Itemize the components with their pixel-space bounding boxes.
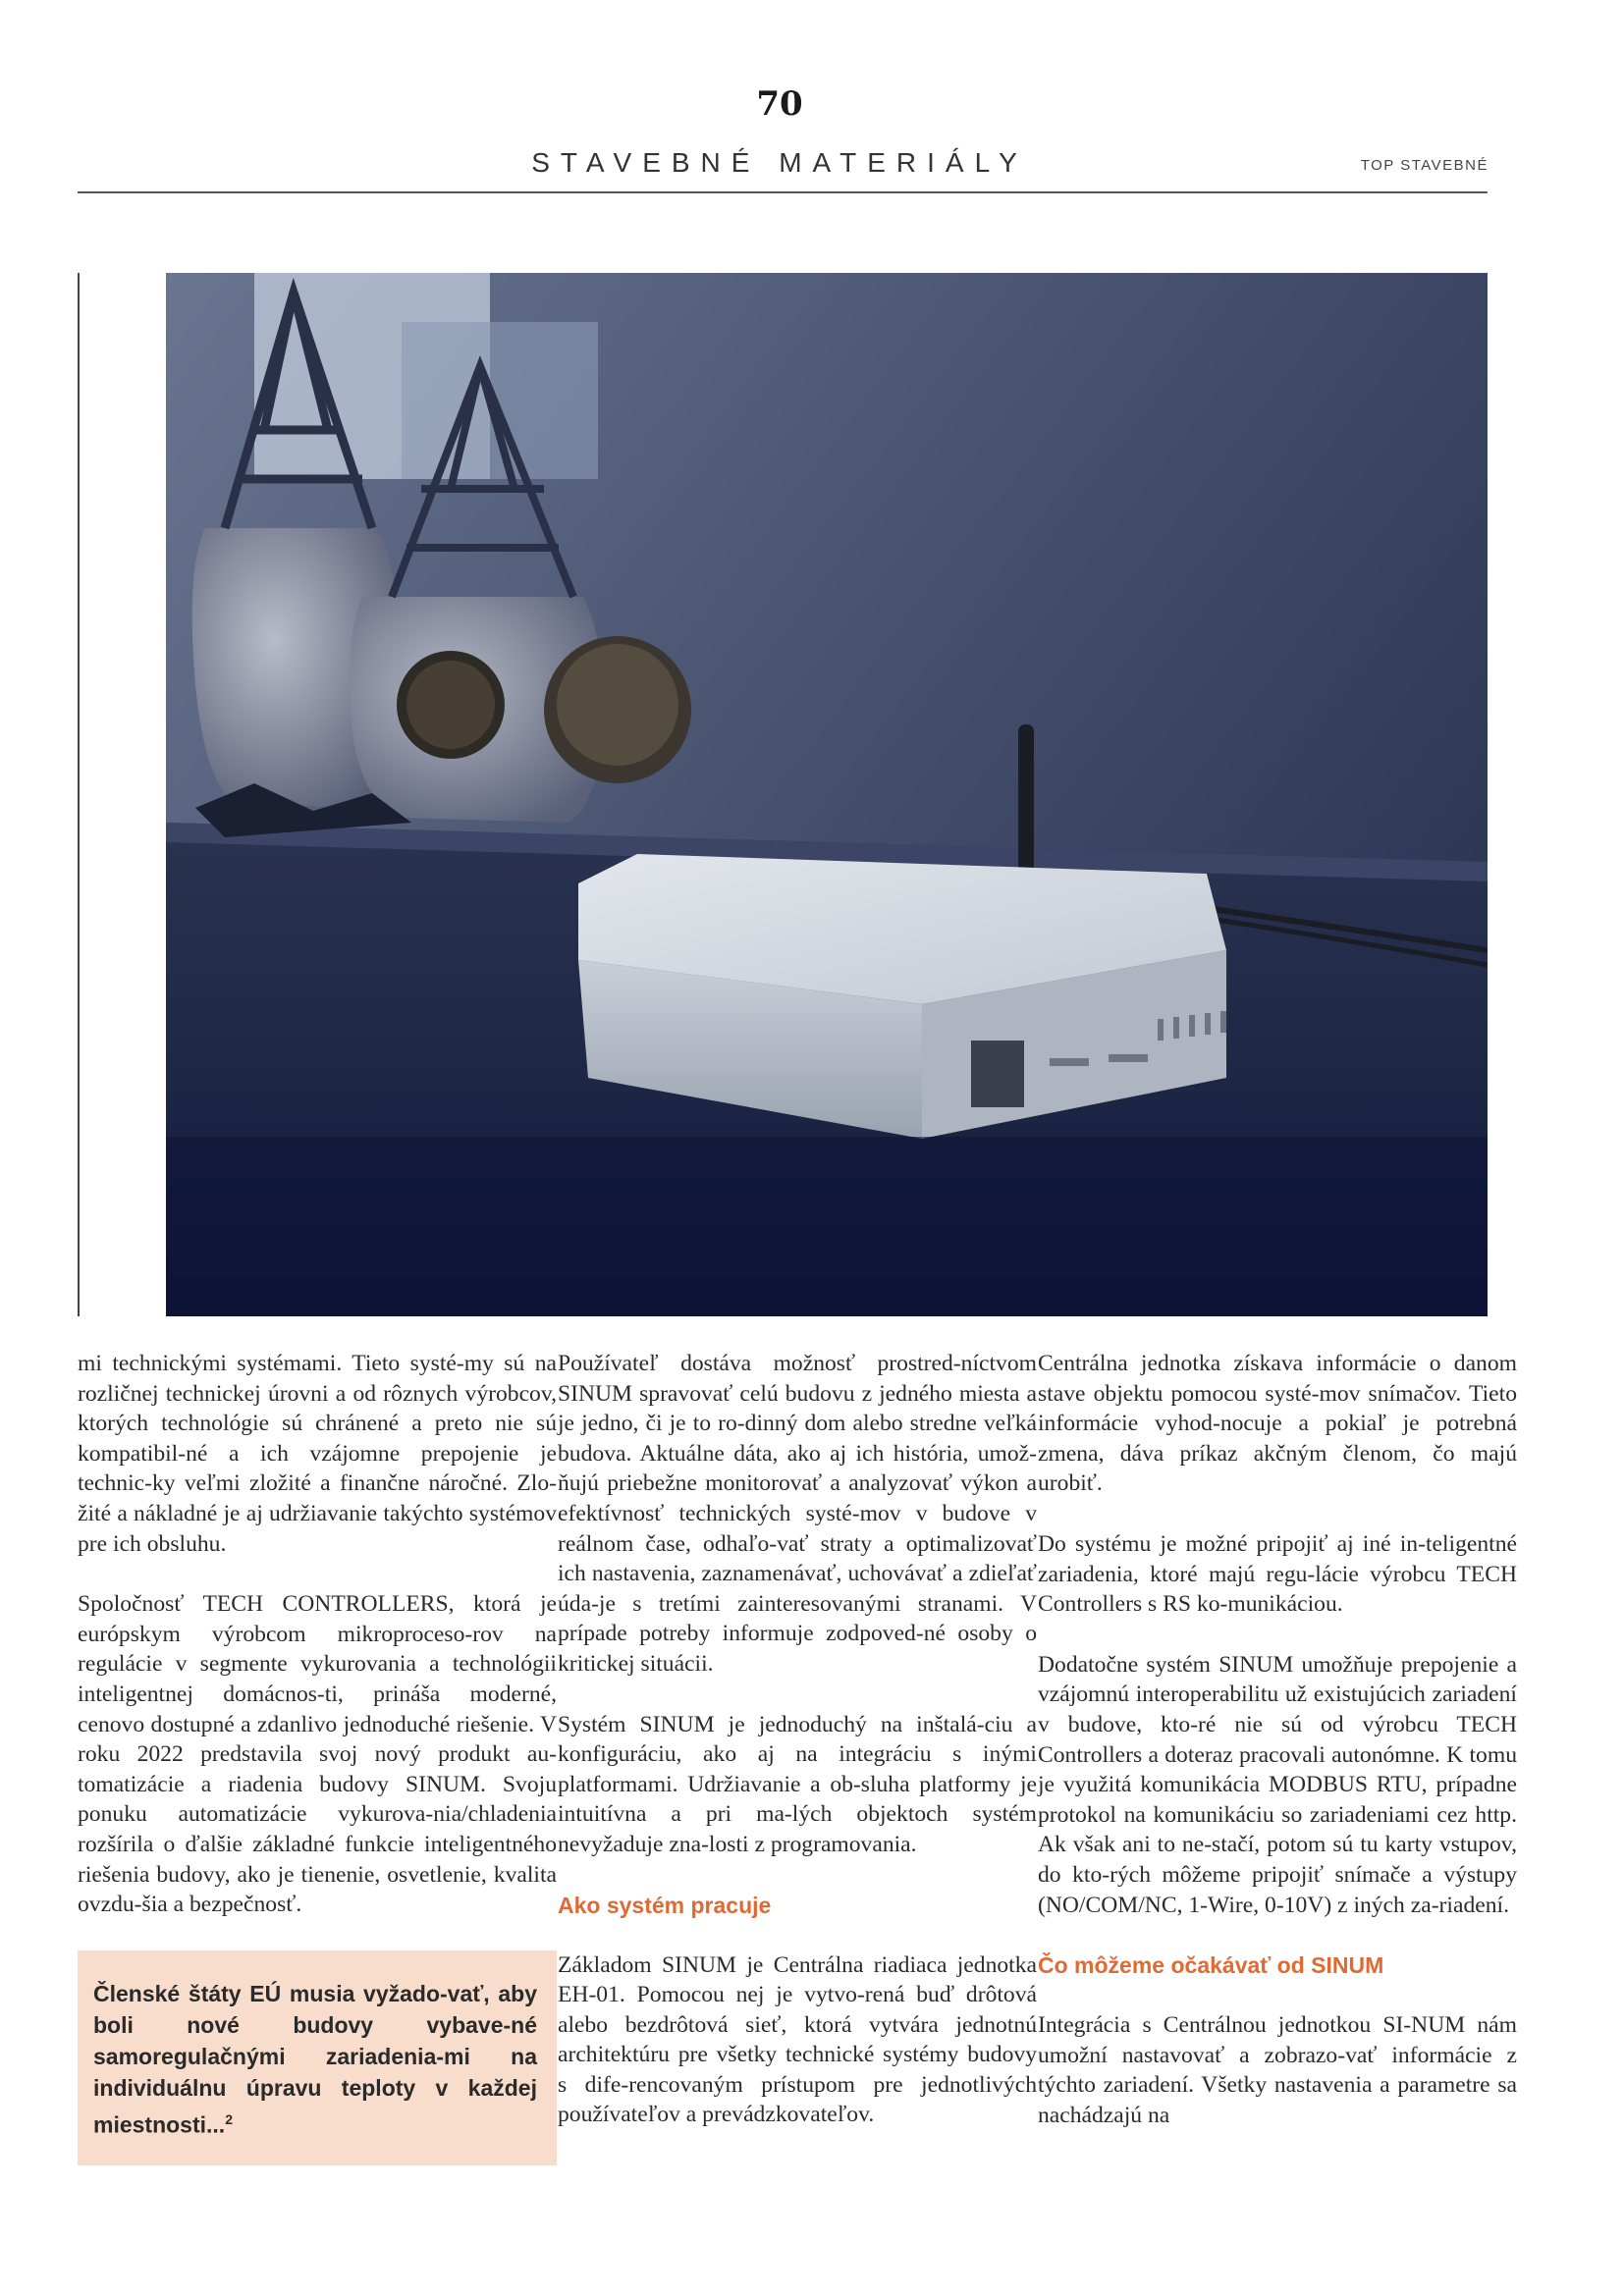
section-title: STAVEBNÉ MATERIÁLY (531, 147, 1028, 178)
page-number: 70 (756, 84, 803, 124)
controller-device-image (166, 273, 1488, 1316)
side-divider (78, 273, 80, 1316)
paragraph: Systém SINUM je jednoduchý na inštalá-ciu a konfiguráciu, ako aj na integráciu s inými platformami. Udržiavanie a ob-sluha platformy je intuitívna a pri ma-lých objektoch systém nevyžaduje zna-losti z programovania. (558, 1711, 1037, 1857)
paragraph: Spoločnosť TECH CONTROLLERS, ktorá je európskym výrobcom mikroproceso-rov na regulácie v segmente vykurovania a technológii inteligentnej domácnos-ti, prináša moderné, cenovo dostupné a zdanlivo jednoduché riešenie. V roku 2022 predstavila svoj nový produkt au-tomatizácie a riadenia budovy SINUM. Svoju ponuku automatizácie vykurova-nia/chladenia rozšírila o ďalšie základné funkcie inteligentného riešenia budovy, ako je tienenie, osvetlenie, kvalita ovzdu-šia a bezpečnosť. (78, 1591, 557, 1918)
paragraph: Do systému je možné pripojiť aj iné in-teligentné zariadenia, ktoré majú regu-lácie výrobcu TECH Controllers s RS ko-munikáciou. (1038, 1530, 1517, 1618)
paragraph: Integrácia s Centrálnou jednotkou SI-NUM nám umožní nastavovať a zobrazo-vať informácie z týchto zariadení. Všetky nastavenia a parametre sa nachádzajú na (1038, 2012, 1517, 2128)
product-photo (166, 273, 1488, 1316)
paragraph: Základom SINUM je Centrálna riadiaca jednotka EH-01. Pomocou nej je vytvo-rená buď drôtová alebo bezdrôtová sieť, ktorá vytvára jednotnú architektúru pre všetky technické systémy budovy s dife-rencovaným prístupom pre jednotlivých používateľov a prevádzkovateľov. (558, 1951, 1037, 2128)
magazine-name: TOP STAVEBNÉ (1360, 157, 1489, 174)
subheading: Čo môžeme očakávať od SINUM (1038, 1952, 1384, 1979)
text-column-3 (1038, 1349, 1517, 2161)
paragraph: mi technickými systémami. Tieto systé-my sú na rozličnej technickej úrovni a od rôznych výrobcov, ktorých technológie sú chránené a preto nie sú kompatibil-né a ich vzájomne prepojenie je technic-ky veľmi zložité a finančne náročné. Zlo-žité a nákladné je aj udržiavanie takýchto systémov pre ich obsluhu. (78, 1351, 557, 1557)
callout-text: Členské štáty EÚ musia vyžado-vať, aby boli nové budovy vybave-né samoregulačnými zariadenia-mi na individuálnu úpravu teploty v každej miestnosti... (93, 1980, 537, 2138)
header-divider (78, 191, 1488, 193)
text-column-1 (78, 1349, 557, 2165)
footnote-marker: 2 (225, 2110, 233, 2127)
paragraph: Používateľ dostáva možnosť prostred-níctvom SINUM spravovať celú budovu z jedného miesta a je jedno, či je to ro-dinný dom alebo stredne veľká budova. Aktuálne dáta, ako aj ich história, umož-ňujú priebežne monitorovať a analyzovať výkon a efektívnosť technických systé-mov v budove v reálnom čase, odhaľo-vať straty a optimalizovať ich nastavenia, zaznamenávať, uchovávať a zdieľať úda-je s tretími zainteresovanými stranami. V prípade potreby informuje zodpoved-né osoby o kritickej situácii. (558, 1351, 1037, 1677)
pull-quote-callout (78, 1950, 557, 2166)
paragraph: Centrálna jednotka získava informácie o danom stave objektu pomocou systé-mov snímačov. Tieto informácie vyhod-nocuje a pokiaľ je potrebná zmena, dáva príkaz akčným členom, čo majú urobiť. (1038, 1351, 1517, 1497)
text-column-2 (558, 1349, 1037, 2161)
paragraph: Dodatočne systém SINUM umožňuje prepojenie a vzájomnú interoperabilitu už existujúcich zariadení v budove, kto-ré nie sú od výrobcu TECH Controllers a doteraz pracovali autonómne. K tomu je využitá komunikácia MODBUS RTU, prípadne protokol na komunikáciu so zariadeniami cez http. Ak však ani to ne-stačí, potom sú tu karty vstupov, do kto-rých môžeme pripojiť snímače a výstupy (NO/COM/NC, 1-Wire, 0-10V) z iných za-riadení. (1038, 1651, 1517, 1918)
subheading: Ako systém pracuje (558, 1892, 772, 1918)
